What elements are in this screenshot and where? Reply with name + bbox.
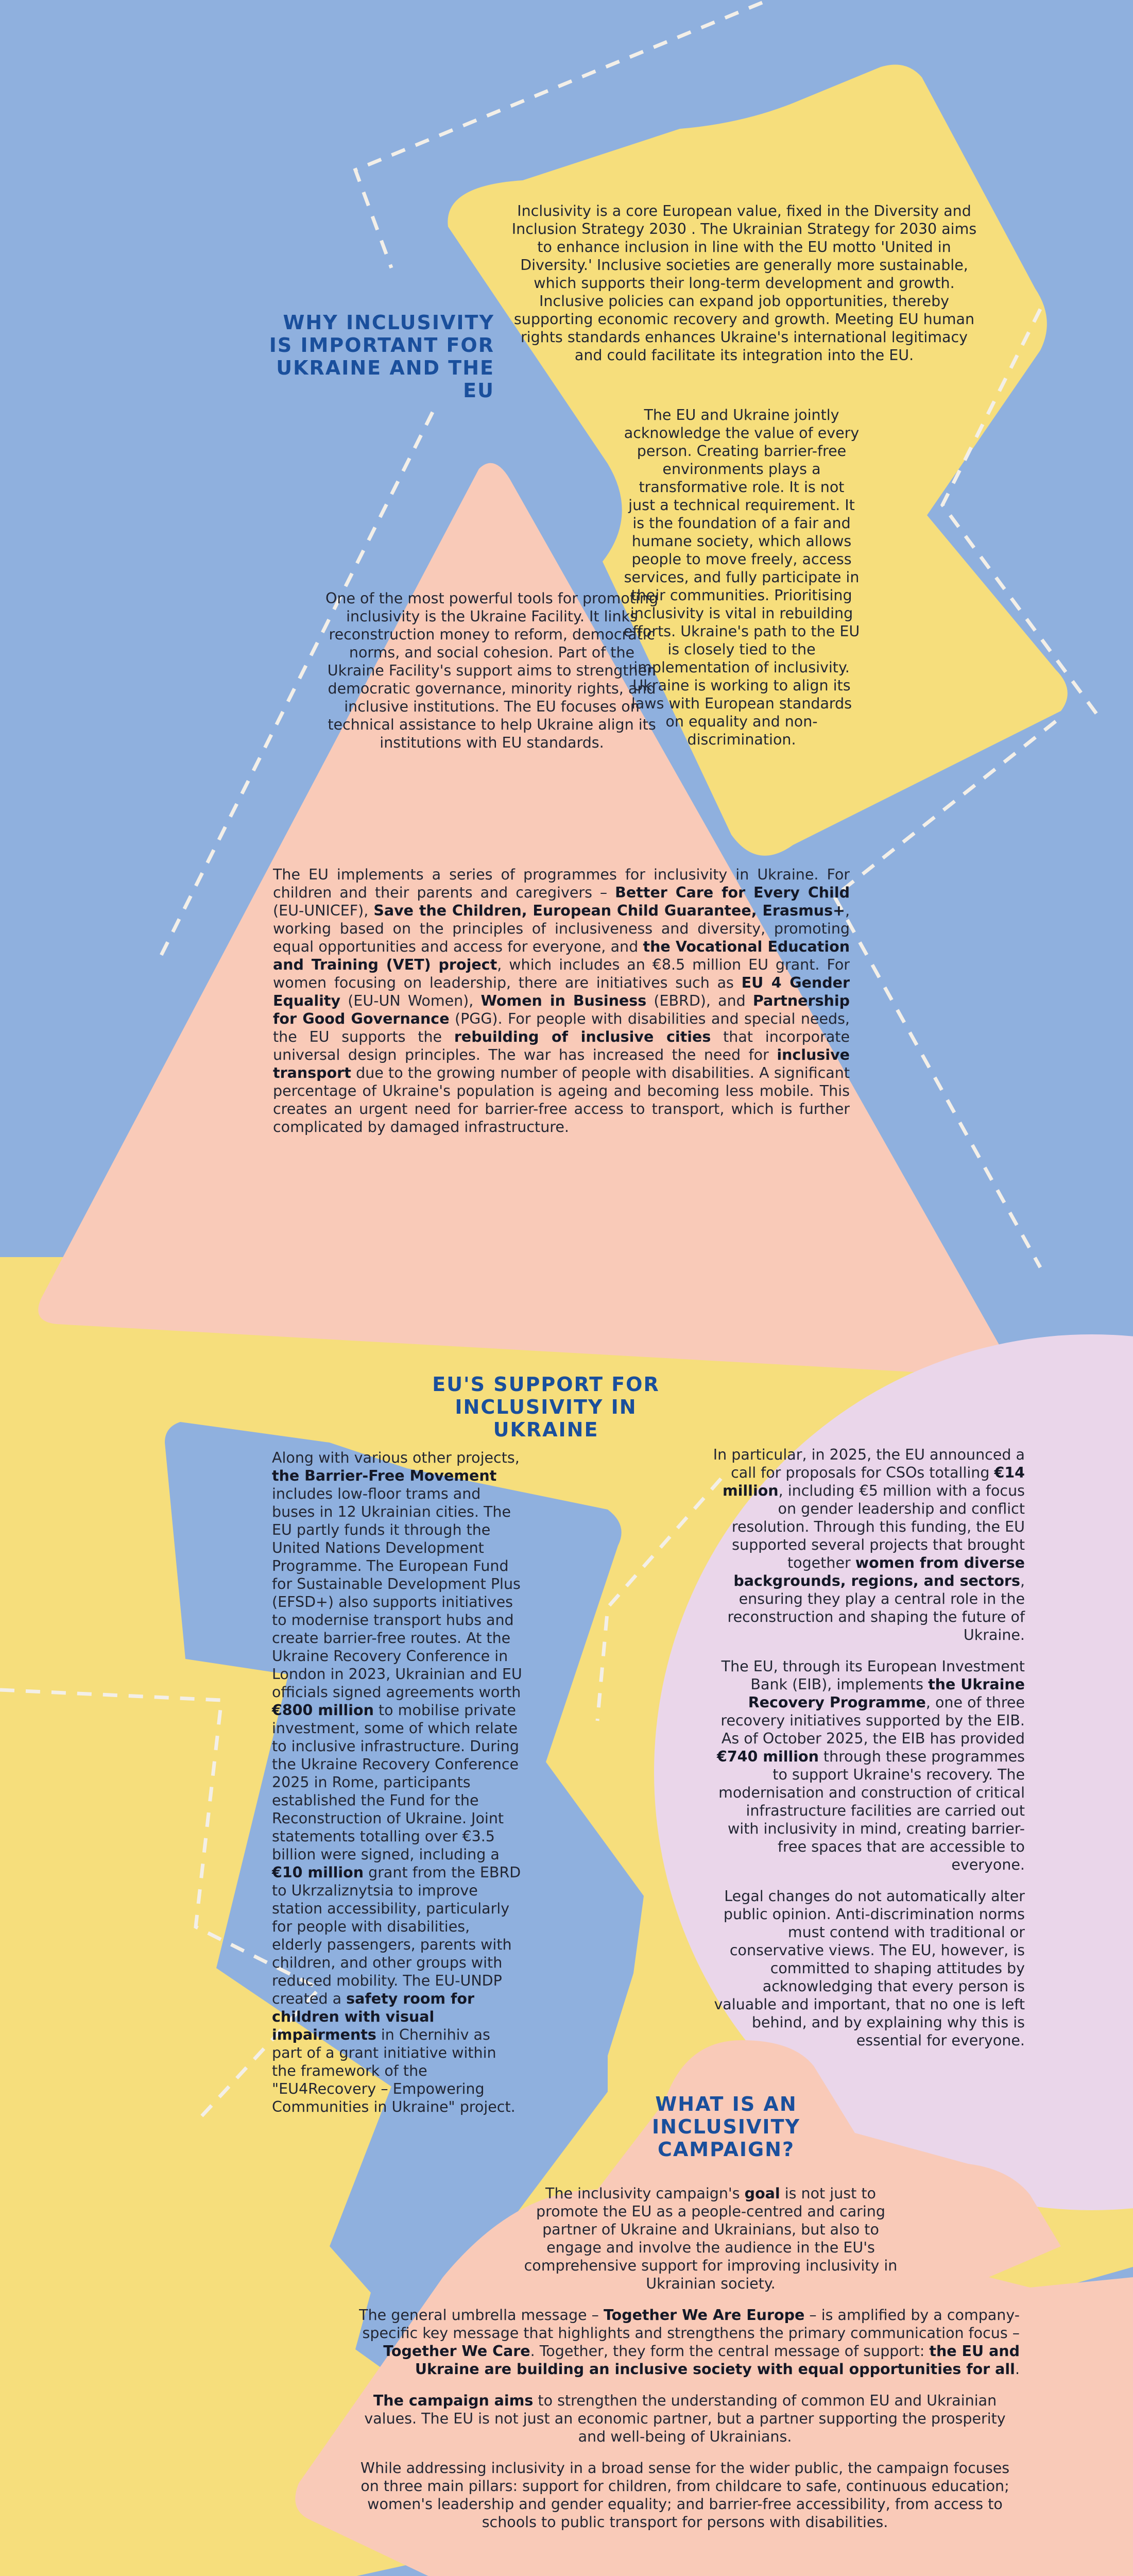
campaign-text	[350, 2184, 1020, 2545]
why-heading: WHY INCLUSIVITY IS IMPORTANT FOR UKRAINE AND THE EU	[269, 311, 494, 402]
campaign-paragraph-3	[350, 2392, 1020, 2446]
body-text: (EBRD), and	[646, 992, 753, 1009]
body-text: .	[1015, 2361, 1020, 2378]
body-text: (EU-UNICEF),	[273, 902, 374, 919]
campaign-paragraph-2	[350, 2306, 1020, 2378]
body-text: . Together, they form the central message of support:	[530, 2343, 930, 2360]
body-text: is not just to promote the EU as a people-centred and caring partner of Ukraine and Ukrainians, but also to engage and involve the audience in the EU's comprehensive support for improving inclusivity in Ukrainian society.	[524, 2185, 898, 2292]
body-text: The EU implements a series of programmes for inclusivity in Ukraine. For children and their parents and caregivers –	[273, 866, 850, 901]
highlight-text: safety room for children with visual impairments	[272, 1990, 475, 2043]
highlight-text: Together We Are Europe	[603, 2307, 805, 2324]
body-text: , working based on the principles of inclusiveness and diversity, promoting equal opportunities and access for everyone, and	[273, 902, 850, 955]
body-text: , ensuring they play a central role in the reconstruction and shaping the future of Ukraine.	[727, 1572, 1025, 1643]
body-text: to mobilise private investment, some of which relate to inclusive infrastructure. During the Ukraine Recovery Conference 2025 in Rome, participants established the Fund for the Reconstruction of Ukraine. Joint statements totalling over €3.5 billion were signed, including a	[272, 1702, 519, 1863]
body-text: (EU-UN Women),	[340, 992, 481, 1009]
highlight-text: €800 million	[272, 1702, 374, 1719]
highlight-text: rebuilding of inclusive cities	[454, 1028, 711, 1045]
why-text	[510, 202, 978, 378]
body-text: due to the growing number of people with disabilities. A significant percentage of Ukraine's population is ageing and becoming less mobile. This creates an urgent need for barrier-free access to transport, which is further complicated by damaged infrastructure.	[273, 1064, 850, 1136]
highlight-text: the EU and Ukraine are building an inclusive society with equal opportunities for all	[415, 2343, 1020, 2378]
highlight-text: Women in Business	[480, 992, 647, 1009]
facility-text-2	[273, 866, 850, 1149]
body-text: Along with various other projects,	[272, 1449, 520, 1466]
body-text: The inclusivity campaign's	[545, 2185, 745, 2202]
support-right-paragraph-1	[711, 1446, 1025, 1644]
highlight-text: inclusive transport	[273, 1046, 850, 1081]
body-text: grant from the EBRD to Ukrzaliznytsia to improve station accessibility, particularly for people with disabilities, elderly passengers, parents with children, and other groups with reduced mobility. The EU-UNDP created a	[272, 1864, 521, 2007]
highlight-text: €10 million	[272, 1864, 364, 1881]
highlight-text: the Vocational Education and Training (VET) project	[273, 938, 850, 973]
body-text: The EU, through its European Investment Bank (EIB), implements	[721, 1658, 1025, 1693]
body-text: (PGG). For people with disabilities and special needs, the EU supports the	[273, 1010, 850, 1045]
campaign-paragraph-4: While addressing inclusivity in a broad sense for the wider public, the campaign focuses on three main pillars: support for children, from childcare to safe, continuous education; women's leadership and gender equality; and barrier-free accessibility, from access to schools to public transport for persons with disabilities.	[360, 2460, 1010, 2531]
facility-text	[319, 589, 664, 765]
body-text: The general umbrella message –	[359, 2307, 604, 2324]
support-right-text	[711, 1446, 1025, 2063]
body-text: through these programmes to support Ukraine's recovery. The modernisation and construction of critical infrastructure facilities are carried out with inclusivity in mind, creating barrier-free spaces that are accessible to everyone.	[718, 1748, 1025, 1873]
highlight-text: women from diverse backgrounds, regions, and sectors	[733, 1554, 1025, 1589]
support-left-text	[272, 1449, 524, 2129]
highlight-text: Save the Children, European Child Guarantee, Erasmus+	[373, 902, 845, 919]
support-left-paragraph	[272, 1449, 524, 2116]
body-text: to strengthen the understanding of common EU and Ukrainian values. The EU is not just an economic partner, but a partner supporting the prosperity and well-being of Ukrainians.	[364, 2392, 1006, 2445]
body-text: , one of three recovery initiatives supported by the EIB. As of October 2025, the EIB has provided	[720, 1694, 1025, 1747]
support-heading: EU'S SUPPORT FOR INCLUSIVITY IN UKRAINE	[432, 1373, 660, 1441]
highlight-text: the Barrier-Free Movement	[272, 1467, 497, 1484]
highlight-text: €740 million	[716, 1748, 819, 1765]
highlight-text: Together We Care	[383, 2343, 530, 2360]
highlight-text: The campaign aims	[373, 2392, 534, 2409]
body-text: in Chernihiv as part of a grant initiative within the framework of the "EU4Recovery – Empowering Communities in Ukraine" project.	[272, 2026, 516, 2115]
highlight-text: Better Care for Every Child	[615, 884, 850, 901]
highlight-text: the Ukraine Recovery Programme	[748, 1676, 1025, 1711]
highlight-text: EU 4 Gender Equality	[273, 974, 850, 1009]
support-right-paragraph-3: Legal changes do not automatically alter public opinion. Anti-discrimination norms must contend with traditional or conservative views. The EU, however, is committed to shaping attitudes by acknowledging that every person is valuable and important, that no one is left behind, and by explaining why this is essential for everyone.	[714, 1888, 1025, 2049]
facility-paragraph-2	[273, 866, 850, 1136]
body-text: , which includes an €8.5 million EU grant. For women focusing on leadership, there are initiatives such as	[273, 956, 850, 991]
body-text: In particular, in 2025, the EU announced a call for proposals for CSOs totalling	[713, 1446, 1025, 1481]
campaign-heading: WHAT IS AN INCLUSIVITY CAMPAIGN?	[651, 2093, 801, 2161]
body-text: , including €5 million with a focus on gender leadership and conflict resolution. Through this funding, the EU supported several projects that brought together	[731, 1482, 1025, 1571]
facility-paragraph-1: One of the most powerful tools for promoting inclusivity is the Ukraine Facility. It links reconstruction money to reform, democratic norms, and social cohesion. Part of the Ukraine Facility's support aims to strengthen democratic governance, minority rights, and inclusive institutions. The EU focuses on technical assistance to help Ukraine align its institutions with EU standards.	[325, 590, 659, 751]
body-text: that incorporate universal design principles. The war has increased the need for	[273, 1028, 850, 1063]
highlight-text: €14 million	[722, 1464, 1025, 1499]
highlight-text: goal	[744, 2185, 780, 2202]
why-paragraph-2: The EU and Ukraine jointly acknowledge the value of every person. Creating barrier-free environments plays a transformative role. It is not just a technical requirement. It is the foundation of a fair and humane society, which allows people to move freely, access services, and fully participate in their communities. Prioritising inclusivity is vital in rebuilding efforts. Ukraine's path to the EU is closely tied to the implementation of inclusivity. Ukraine is working to align its laws with European standards on equality and non-discrimination.	[623, 406, 860, 748]
highlight-text: Partnership for Good Governance	[273, 992, 850, 1027]
campaign-paragraph-1	[520, 2184, 901, 2293]
body-text: includes low-floor trams and buses in 12 Ukrainian cities. The EU partly funds it through the United Nations Development Programme. The European Fund for Sustainable Development Plus (EFSD+) also supports initiatives to modernise transport hubs and create barrier-free routes. At the Ukraine Recovery Conference in London in 2023, Ukrainian and EU officials signed agreements worth	[272, 1485, 522, 1701]
why-paragraph-1: Inclusivity is a core European value, fixed in the Diversity and Inclusion Strategy 2030 . The Ukrainian Strategy for 2030 aims to enhance inclusion in line with the EU motto 'United in Diversity.' Inclusive societies are generally more sustainable, which supports their long-term development and growth. Inclusive policies can expand job opportunities, thereby supporting economic recovery and growth. Meeting EU human rights standards enhances Ukraine's international legitimacy and could facilitate its integration into the EU.	[511, 202, 977, 364]
support-right-paragraph-2	[711, 1657, 1025, 1874]
body-text: – is amplified by a company-specific key message that highlights and strengthens the primary communication focus –	[362, 2307, 1020, 2342]
